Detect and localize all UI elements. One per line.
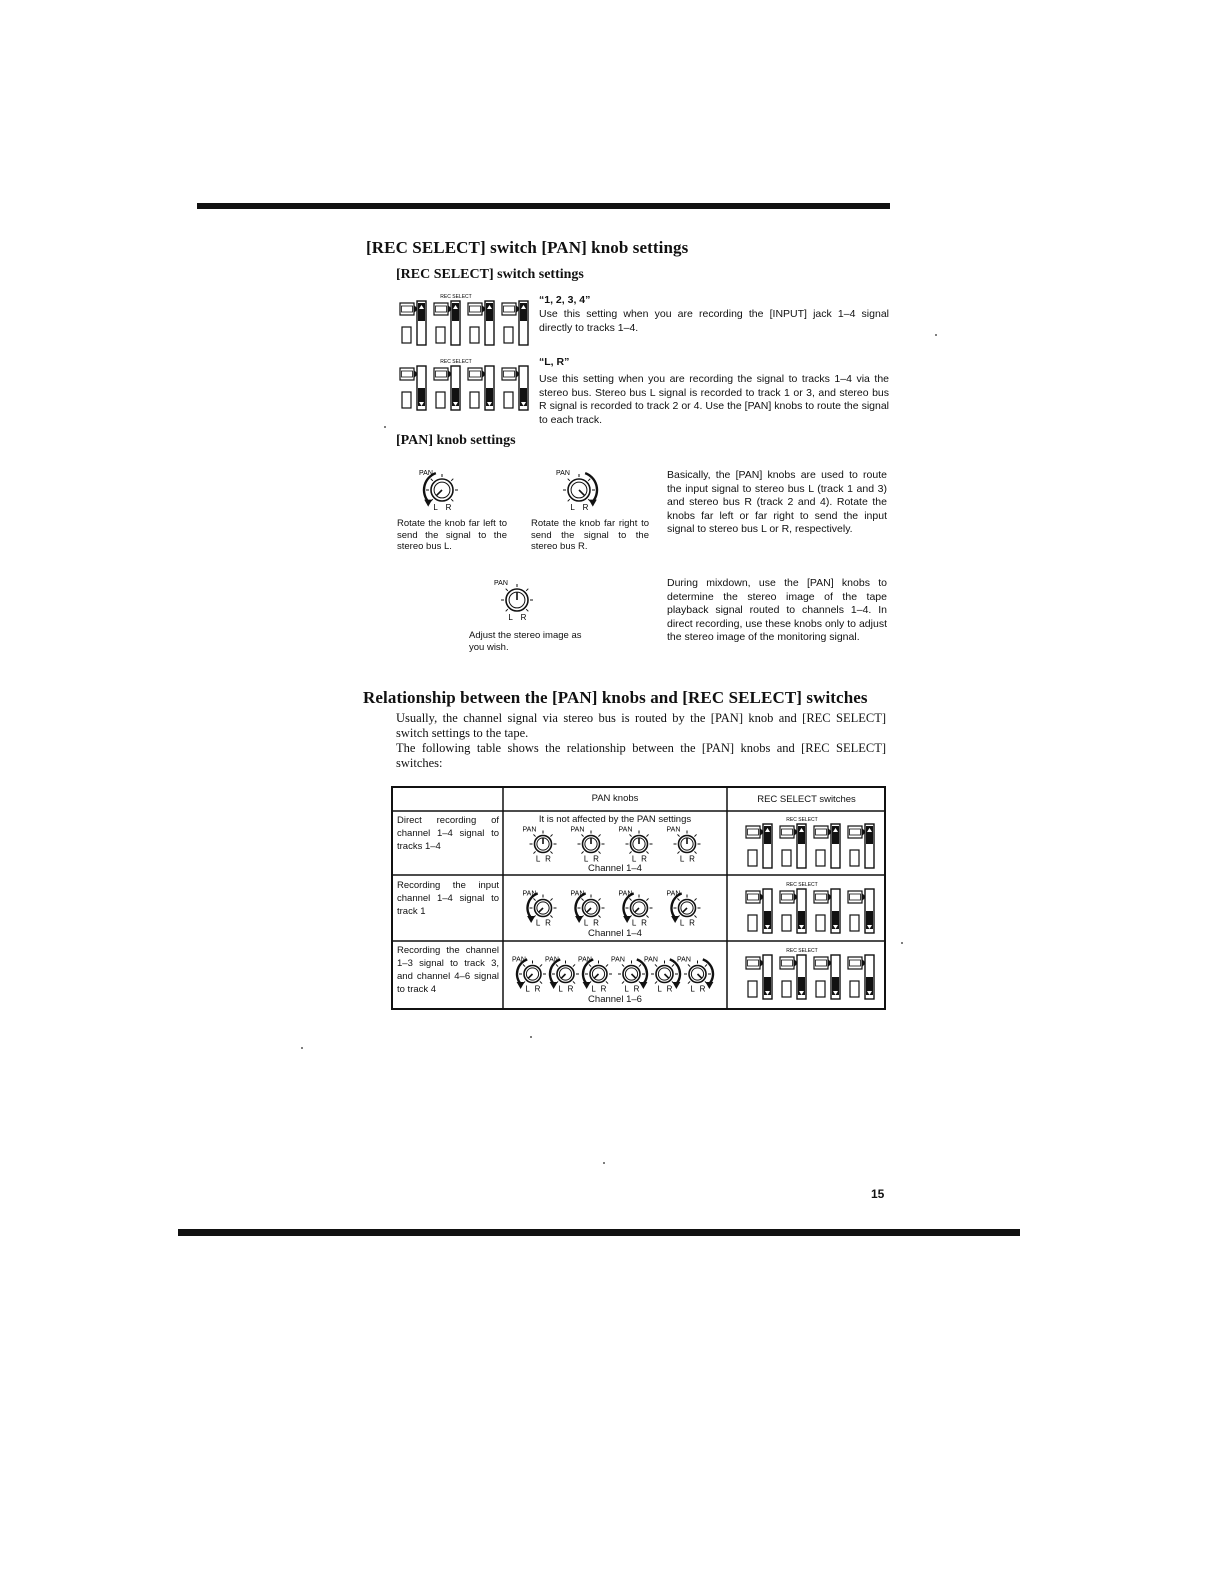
knob-r-label: R	[593, 918, 599, 928]
rec-select-switch-group	[400, 359, 528, 410]
pan-knob-icon	[611, 957, 647, 994]
knob-l-label: L	[508, 613, 513, 622]
knob-pan-label: PAN	[618, 826, 633, 834]
bottom-rule	[178, 1229, 1020, 1236]
pan-knob-icon	[644, 957, 680, 994]
pan-knob-center-diagram	[489, 576, 549, 628]
pan-knob-icon	[494, 580, 533, 622]
header-rec-select: REC SELECT switches	[757, 794, 856, 805]
knob-pan-label: PAN	[677, 956, 691, 964]
relationship-table	[391, 786, 886, 1010]
row1-pan-knobs	[503, 826, 727, 864]
rec-select-label: REC SELECT	[786, 948, 818, 954]
knob-r-label: R	[582, 503, 589, 512]
row1-rec-select-switches	[742, 816, 874, 872]
pan-knob-icon	[523, 827, 557, 864]
knob-l-label: L	[558, 984, 563, 994]
rec-select-label: REC SELECT	[786, 817, 818, 823]
setting-b-label: “L, R”	[539, 356, 570, 368]
knob-pan-label: PAN	[494, 580, 508, 587]
knob-pan-label: PAN	[570, 890, 585, 898]
knob-l-label: L	[631, 854, 637, 864]
knob-pan-label: PAN	[666, 890, 681, 898]
section-title: [REC SELECT] switch [PAN] knob settings	[366, 238, 689, 257]
knob-r-label: R	[641, 854, 647, 864]
knob-r-label: R	[520, 613, 527, 622]
row3-rec-select-switches	[742, 947, 874, 1003]
row3-label: Recording the channel 1–3 signal to track 3, and channel 4–6 signal to track 4	[397, 945, 499, 995]
knob-r-label: R	[633, 984, 640, 994]
section2-title: Relationship between the [PAN] knobs and [REC SELECT] switches	[363, 688, 868, 707]
row2-rec-select-switches	[742, 881, 874, 937]
knob-r-label: R	[600, 984, 607, 994]
knob-r-label: R	[534, 984, 541, 994]
knob-r-label: R	[545, 854, 551, 864]
pan-knob-icon	[667, 827, 701, 864]
knob-r-label: R	[689, 854, 695, 864]
knob-l-label: L	[570, 503, 575, 512]
rec-select-label: REC SELECT	[440, 359, 472, 365]
caption-center: Adjust the stereo image as you wish.	[469, 630, 582, 653]
caption-left: Rotate the knob far left to send the signal to the stereo bus L.	[397, 518, 507, 552]
rec-select-switch-diagram-a	[396, 293, 528, 343]
knob-r-label: R	[445, 503, 452, 512]
knob-l-label: L	[690, 984, 695, 994]
rec-select-switch-group	[746, 882, 874, 933]
knob-l-label: L	[525, 984, 530, 994]
rec-select-label: REC SELECT	[786, 882, 818, 888]
knob-pan-label: PAN	[419, 470, 433, 477]
knob-r-label: R	[689, 918, 695, 928]
pan-knob-icon	[419, 470, 458, 512]
rec-select-switch-diagram-b	[396, 358, 528, 414]
knob-l-label: L	[591, 984, 596, 994]
pan-knob-icon	[677, 957, 713, 994]
knob-l-label: L	[535, 918, 541, 928]
knob-pan-label: PAN	[522, 890, 537, 898]
section2-para2: The following table shows the relationship between the [PAN] knobs and [REC SELECT] switches:	[396, 741, 886, 770]
pan-knob-left-diagram	[414, 466, 474, 518]
scan-speck	[384, 426, 386, 428]
knob-pan-label: PAN	[512, 956, 526, 964]
pan-knob-icon	[556, 470, 597, 512]
pan-knob-icon	[667, 891, 701, 928]
knob-pan-label: PAN	[522, 826, 537, 834]
setting-b-text: Use this setting when you are recording the signal to tracks 1–4 via the stereo bus. Stereo bus L signal is recorded to track 1 or 3, and stereo bus R signal is recorded to track 2 or 4. Use the [PAN] knobs to route the signal to each track.	[539, 373, 889, 426]
knob-r-label: R	[545, 918, 551, 928]
knob-pan-label: PAN	[570, 826, 585, 834]
row2-channel: Channel 1–4	[588, 928, 642, 939]
pan-knob-icon	[578, 957, 612, 994]
scan-speck	[935, 334, 937, 336]
scan-speck	[301, 1047, 303, 1049]
knob-pan-label: PAN	[618, 890, 633, 898]
row2-pan-knobs	[503, 890, 727, 928]
pan-knob-icon	[545, 957, 579, 994]
knob-l-label: L	[679, 918, 685, 928]
scan-speck	[530, 1036, 532, 1038]
scan-speck	[901, 942, 903, 944]
knob-l-label: L	[624, 984, 629, 994]
top-rule	[197, 203, 890, 209]
row1-note: It is not affected by the PAN settings	[538, 814, 692, 825]
knob-pan-label: PAN	[666, 826, 681, 834]
knob-r-label: R	[699, 984, 706, 994]
pan-text-2: During mixdown, use the [PAN] knobs to determine the stereo image of the tape playback signal routed to channels 1–4. In direct recording, use these knobs only to adjust the stereo image of the monitoring signal.	[667, 577, 887, 644]
pan-heading: [PAN] knob settings	[396, 433, 516, 448]
pan-knob-icon	[512, 957, 546, 994]
rec-select-switch-group	[746, 817, 874, 868]
knob-pan-label: PAN	[578, 956, 592, 964]
knob-l-label: L	[657, 984, 662, 994]
knob-l-label: L	[583, 918, 589, 928]
pan-knob-icon	[523, 891, 557, 928]
knob-r-label: R	[641, 918, 647, 928]
setting-a-label: “1, 2, 3, 4”	[539, 294, 591, 306]
knob-l-label: L	[433, 503, 438, 512]
pan-knob-icon	[571, 891, 605, 928]
knob-l-label: L	[583, 854, 589, 864]
knob-r-label: R	[593, 854, 599, 864]
rec-select-label: REC SELECT	[440, 294, 472, 300]
knob-l-label: L	[631, 918, 637, 928]
row3-channel: Channel 1–6	[588, 994, 642, 1005]
knob-r-label: R	[666, 984, 673, 994]
rec-select-switch-group	[400, 294, 528, 345]
knob-l-label: L	[679, 854, 685, 864]
caption-right: Rotate the knob far right to send the signal to the stereo bus R.	[531, 518, 649, 552]
knob-pan-label: PAN	[545, 956, 559, 964]
pan-knob-icon	[619, 827, 653, 864]
setting-a-text: Use this setting when you are recording the [INPUT] jack 1–4 signal directly to tracks 1–4.	[539, 308, 889, 334]
header-pan-knobs: PAN knobs	[591, 793, 639, 804]
pan-knob-right-diagram	[551, 466, 611, 518]
page-number: 15	[871, 1187, 885, 1201]
pan-knob-icon	[571, 827, 605, 864]
pan-knob-icon	[619, 891, 653, 928]
section2-para1: Usually, the channel signal via stereo bus is routed by the [PAN] knob and [REC SELECT] switch settings to the tape.	[396, 711, 886, 740]
knob-r-label: R	[567, 984, 574, 994]
row1-channel: Channel 1–4	[588, 863, 642, 874]
row1-label: Direct recording of channel 1–4 signal to tracks 1–4	[397, 815, 499, 852]
pan-text-1: Basically, the [PAN] knobs are used to route the input signal to stereo bus L (track 1 and 3) and stereo bus R (track 2 and 4). Rotate the knobs far left or far right to send the input signal to stereo bus L or R, respectively.	[667, 469, 887, 536]
knob-pan-label: PAN	[556, 470, 570, 477]
rec-select-heading: [REC SELECT] switch settings	[396, 267, 584, 282]
row2-label: Recording the input channel 1–4 signal to track 1	[397, 880, 499, 917]
knob-pan-label: PAN	[611, 956, 625, 964]
scan-speck	[603, 1162, 605, 1164]
row3-pan-knobs	[503, 956, 727, 994]
rec-select-switch-group	[746, 948, 874, 999]
knob-l-label: L	[535, 854, 541, 864]
knob-pan-label: PAN	[644, 956, 658, 964]
